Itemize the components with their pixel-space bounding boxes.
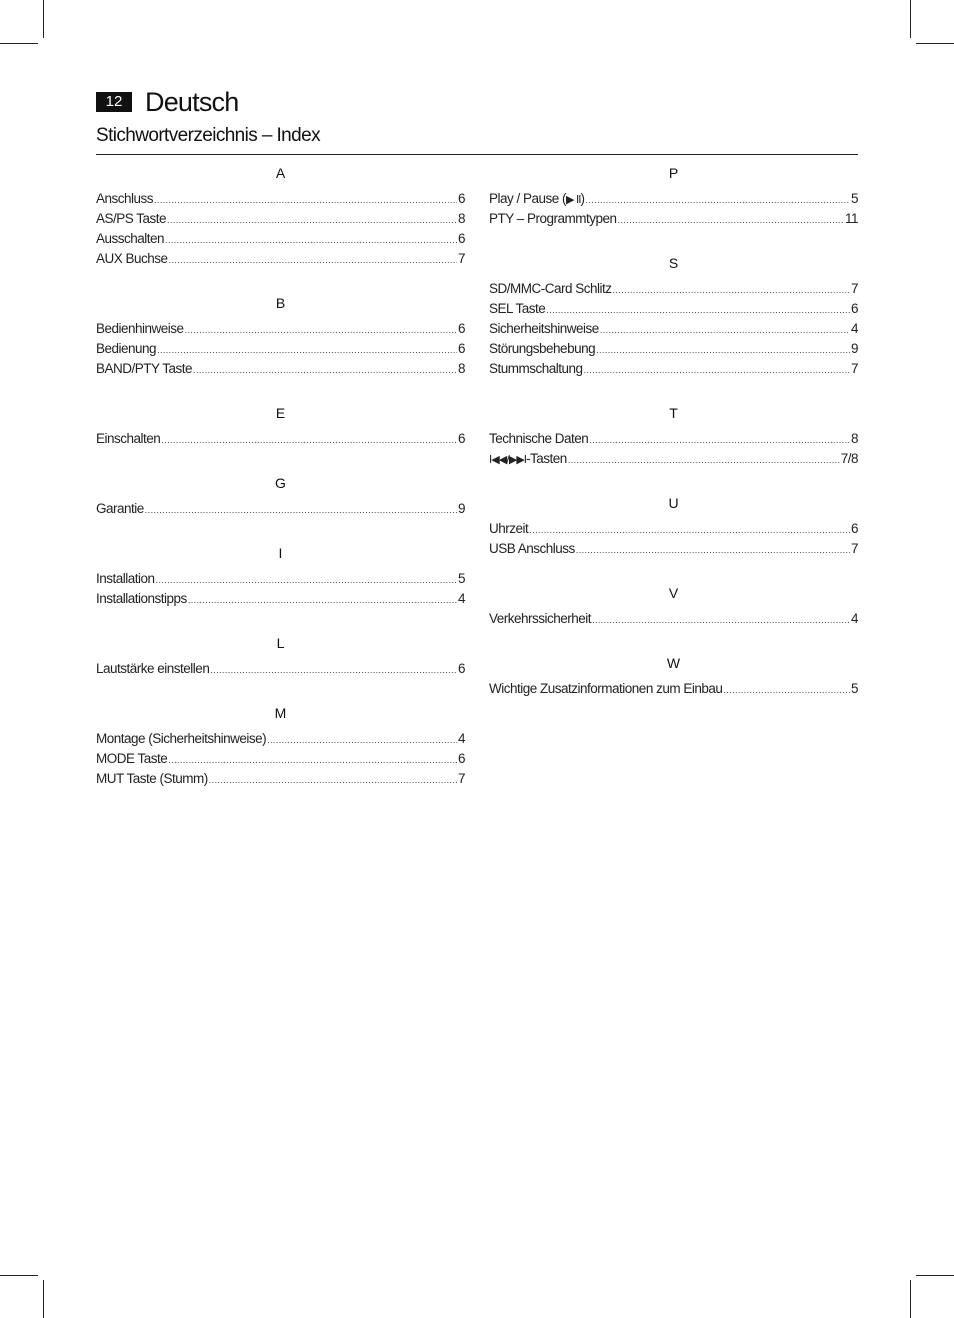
dot-leader: [589, 430, 850, 450]
index-entry: [489, 319, 858, 339]
index-entry-term: SEL Taste: [489, 301, 546, 316]
index-group-l: [96, 633, 465, 679]
index-group-m: [96, 703, 465, 789]
index-entry-term: Lautstärke einstellen: [96, 661, 210, 676]
dot-leader: [157, 340, 457, 360]
index-entry-page: 6: [457, 341, 465, 356]
index-letter-heading: V: [668, 585, 679, 601]
skip-buttons-icon: I◀◀/▶▶I: [489, 453, 527, 466]
index-letter-heading: T: [669, 405, 678, 421]
dot-leader: [584, 360, 850, 380]
language-title: Deutsch: [145, 87, 239, 117]
dot-leader: [210, 660, 457, 680]
index-entry-term: Bedienung: [96, 341, 157, 356]
dot-leader: [209, 770, 457, 790]
index-group-v: [489, 583, 858, 629]
dot-leader: [193, 360, 457, 380]
section-title: Stichwortverzeichnis – Index: [96, 125, 320, 146]
index-letter-heading: P: [668, 165, 679, 181]
index-letter-heading: I: [278, 545, 283, 561]
index-entry: [96, 659, 465, 679]
index-entry: [96, 189, 465, 209]
index-entry: [489, 339, 858, 359]
index-entry: [96, 229, 465, 249]
index-entry-term: Montage (Sicherheitshinweise): [96, 731, 267, 746]
index-entry: [96, 319, 465, 339]
index-letter-heading: W: [666, 655, 681, 671]
index-entry: [489, 609, 858, 629]
index-entry-page: 5: [457, 571, 465, 586]
dot-leader: [723, 680, 850, 700]
index-entry-page: 8: [850, 431, 858, 446]
index-entry-page: 5: [850, 191, 858, 206]
index-entry-page: 4: [457, 591, 465, 606]
dot-leader: [188, 590, 457, 610]
index-entry: [96, 569, 465, 589]
index-entry-term: USB Anschluss: [489, 541, 575, 556]
index-entry-term: Wichtige Zusatzinformationen zum Einbau: [489, 681, 723, 696]
index-entry-term: Garantie: [96, 501, 144, 516]
index-entry: [489, 449, 858, 469]
index-group-w: [489, 653, 858, 699]
index-entry-term: AS/PS Taste: [96, 211, 167, 226]
dot-leader: [600, 320, 850, 340]
index-entry-page: 5: [850, 681, 858, 696]
index-entry-page: 7: [850, 361, 858, 376]
index-entry-page: 6: [457, 661, 465, 676]
index-entry-term: Technische Daten: [489, 431, 589, 446]
page-number-badge: 12: [96, 92, 132, 112]
dot-leader: [156, 570, 457, 590]
index-entry-page: 6: [850, 301, 858, 316]
index-entry-term: PTY – Programmtypen: [489, 211, 617, 226]
index-group-p: [489, 163, 858, 229]
index-entry-page: 6: [457, 321, 465, 336]
index-entry-page: 6: [457, 231, 465, 246]
dot-leader: [185, 320, 457, 340]
crop-mark: [910, 0, 911, 38]
dot-leader: [161, 430, 457, 450]
index-entry: [489, 189, 858, 209]
index-group-u: [489, 493, 858, 559]
crop-mark: [0, 1275, 38, 1276]
index-entry-page: 4: [850, 611, 858, 626]
index-entry-page: 7: [457, 251, 465, 266]
index-entry: [489, 299, 858, 319]
dot-leader: [568, 450, 840, 470]
index-entry: [489, 679, 858, 699]
index-entry-term: AUX Buchse: [96, 251, 168, 266]
index-entry: [489, 539, 858, 559]
dot-leader: [145, 500, 457, 520]
index-entry: [96, 589, 465, 609]
index-entry-page: 11: [844, 211, 858, 226]
dot-leader: [168, 750, 457, 770]
dot-leader: [613, 280, 850, 300]
index-entry-page: 7: [850, 541, 858, 556]
index-entry: [96, 429, 465, 449]
dot-leader: [546, 300, 850, 320]
index-entry-term: Installationstipps: [96, 591, 187, 606]
index-column-right: [489, 163, 858, 723]
index-entry-term: Bedienhinweise: [96, 321, 184, 336]
index-entry-term: Installation: [96, 571, 155, 586]
index-group-b: [96, 293, 465, 379]
dot-leader: [267, 730, 457, 750]
index-column-left: [96, 163, 465, 813]
dot-leader: [165, 230, 457, 250]
index-entry-page: 8: [457, 211, 465, 226]
index-entry: [489, 519, 858, 539]
index-entry: [96, 769, 465, 789]
crop-mark: [43, 1280, 44, 1318]
dot-leader: [167, 210, 457, 230]
index-letter-heading: A: [275, 165, 286, 181]
index-entry: [489, 209, 858, 229]
play-pause-icon: ▶ II: [566, 193, 581, 206]
index-entry-page: 9: [850, 341, 858, 356]
index-entry-term: Verkehrssicherheit: [489, 611, 592, 626]
index-entry-page: 8: [457, 361, 465, 376]
index-entry-term: MUT Taste (Stumm): [96, 771, 208, 786]
index-letter-heading: G: [275, 475, 286, 491]
dot-leader: [169, 250, 457, 270]
index-entry-page: 6: [457, 751, 465, 766]
dot-leader: [154, 190, 457, 210]
entry-term-text: -Tasten: [526, 451, 567, 466]
index-entry: [96, 359, 465, 379]
crop-mark: [43, 0, 44, 38]
index-entry-term: Ausschalten: [96, 231, 165, 246]
index-group-e: [96, 403, 465, 449]
dot-leader: [596, 340, 850, 360]
index-entry-term: Sicherheitshinweise: [489, 321, 599, 336]
dot-leader: [586, 190, 850, 210]
index-entry: [96, 729, 465, 749]
index-entry-page: 7: [850, 281, 858, 296]
index-entry-term: Anschluss: [96, 191, 154, 206]
crop-mark: [910, 1280, 911, 1318]
dot-leader: [618, 210, 844, 230]
index-entry-page: 7/8: [840, 451, 858, 466]
index-entry: [489, 359, 858, 379]
index-entry-page: 9: [457, 501, 465, 516]
dot-leader: [576, 540, 850, 560]
index-letter-heading: M: [274, 705, 287, 721]
index-entry-term: Stummschaltung: [489, 361, 583, 376]
index-entry-page: 6: [457, 431, 465, 446]
index-group-t: [489, 403, 858, 469]
dot-leader: [529, 520, 850, 540]
index-entry-page: 4: [850, 321, 858, 336]
crop-mark: [0, 43, 38, 44]
crop-mark: [916, 1275, 954, 1276]
entry-term-text: Play / Pause (: [489, 191, 567, 206]
index-entry: [96, 499, 465, 519]
title-divider: [96, 154, 858, 155]
index-entry-term: Störungsbehebung: [489, 341, 596, 356]
index-entry-page: 4: [457, 731, 465, 746]
index-entry: [96, 339, 465, 359]
index-entry: [96, 249, 465, 269]
index-entry-term: [489, 449, 567, 470]
index-entry: [489, 429, 858, 449]
index-entry-term: Uhrzeit: [489, 521, 529, 536]
index-letter-heading: S: [668, 255, 679, 271]
index-letter-heading: B: [275, 295, 286, 311]
index-letter-heading: L: [276, 635, 285, 651]
index-entry-term: MODE Taste: [96, 751, 168, 766]
index-entry-term: SD/MMC-Card Schlitz: [489, 281, 612, 296]
dot-leader: [592, 610, 850, 630]
index-entry-page: 6: [850, 521, 858, 536]
index-entry: [489, 279, 858, 299]
index-entry-page: 7: [457, 771, 465, 786]
index-entry: [96, 209, 465, 229]
index-entry-term: Einschalten: [96, 431, 161, 446]
index-entry: [96, 749, 465, 769]
crop-mark: [916, 43, 954, 44]
index-group-i: [96, 543, 465, 609]
index-letter-heading: E: [275, 405, 286, 421]
index-letter-heading: U: [668, 495, 679, 511]
index-entry-page: 6: [457, 191, 465, 206]
entry-term-suffix: ): [580, 191, 585, 206]
index-group-s: [489, 253, 858, 379]
page-header: [96, 86, 238, 118]
index-group-a: [96, 163, 465, 269]
index-entry-term: [489, 189, 585, 210]
index-entry-term: BAND/PTY Taste: [96, 361, 193, 376]
index-group-g: [96, 473, 465, 519]
